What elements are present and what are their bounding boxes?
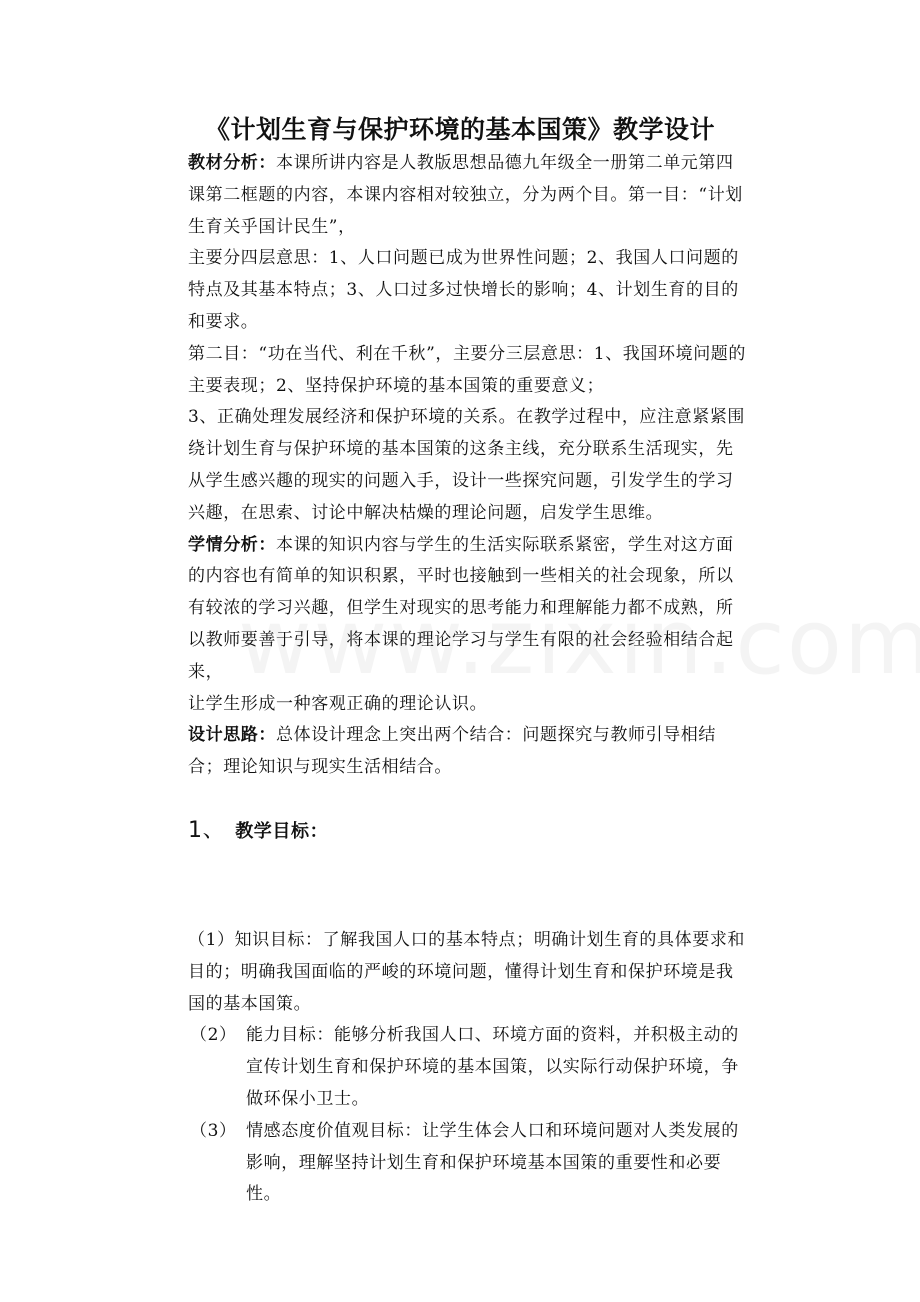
student-analysis-label: 学情分析： <box>188 534 276 555</box>
document-title: 《计划生育与保护环境的基本国策》教学设计 <box>204 115 715 144</box>
material-analysis-text: 本课所讲内容是人教版思想品德九年级全一册第二单元第四课第二框题的内容，本课内容相对较独立，分为两个目。第一目：“计划生育关乎国计民生”， <box>188 153 743 237</box>
material-analysis-paragraph <box>188 148 748 243</box>
ability-goal <box>188 1020 748 1115</box>
section-title: 教学目标： <box>235 820 329 842</box>
student-analysis-paragraph <box>188 530 748 689</box>
material-analysis-line: 3、正确处理发展经济和保护环境的关系。在教学过程中，应注意紧紧围绕计划生育与保护环境的基本国策的这条主线，充分联系生活现实，先从学生感兴趣的现实的问题入手，设计一些探究问题，引发学生的学习兴趣，在思索、讨论中解决枯燥的理论问题，启发学生思维。 <box>188 407 746 523</box>
section-number: 1、 <box>188 817 226 843</box>
knowledge-goal: （1）知识目标：了解我国人口的基本特点；明确计划生育的具体要求和目的；明确我国面临的严峻的环境问题，懂得计划生育和保护环境是我国的基本国策。 <box>188 929 746 1014</box>
material-analysis-line: 主要分四层意思：1、人口问题已成为世界性问题；2、我国人口问题的特点及其基本特点；3、人口过多过快增长的影响；4、计划生育的目的和要求。 <box>188 248 739 332</box>
student-analysis-text: 本课的知识内容与学生的生活实际联系紧密，学生对这方面的内容也有简单的知识积累，平时也接触到一些相关的社会现象，所以有较浓的学习兴趣，但学生对现实的思考能力和理解能力都不成熟，所以教师要善于引导，将本课的理论学习与学生有限的社会经验相结合起来， <box>188 534 734 682</box>
student-analysis-line: 让学生形成一种客观正确的理论认识。 <box>188 693 488 714</box>
goal-text: 能力目标：能够分析我国人口、环境方面的资料，并积极主动的宣传计划生育和保护环境的基本国策，以实际行动保护环境，争做环保小卫士。 <box>246 1025 739 1109</box>
design-idea-label: 设计思路： <box>188 725 276 746</box>
document-body <box>188 148 748 1211</box>
design-idea-text: 总体设计理念上突出两个结合：问题探究与教师引导相结合；理论知识与现实生活相结合。 <box>188 725 716 778</box>
emotion-goal <box>188 1116 748 1211</box>
goal-number: （3） <box>190 1120 237 1141</box>
design-idea-paragraph <box>188 720 748 784</box>
section-heading <box>188 814 748 849</box>
goal-text: 情感态度价值观目标：让学生体会人口和环境问题对人类发展的影响，理解坚持计划生育和保护环境基本国策的重要性和必要性。 <box>246 1120 739 1205</box>
goal-number: （2） <box>190 1025 237 1046</box>
material-analysis-label: 教材分析： <box>188 153 276 173</box>
material-analysis-line: 第二目：“功在当代、利在千秋”，主要分三层意思：1、我国环境问题的主要表现；2、坚持保护环境的基本国策的重要意义； <box>188 343 746 396</box>
